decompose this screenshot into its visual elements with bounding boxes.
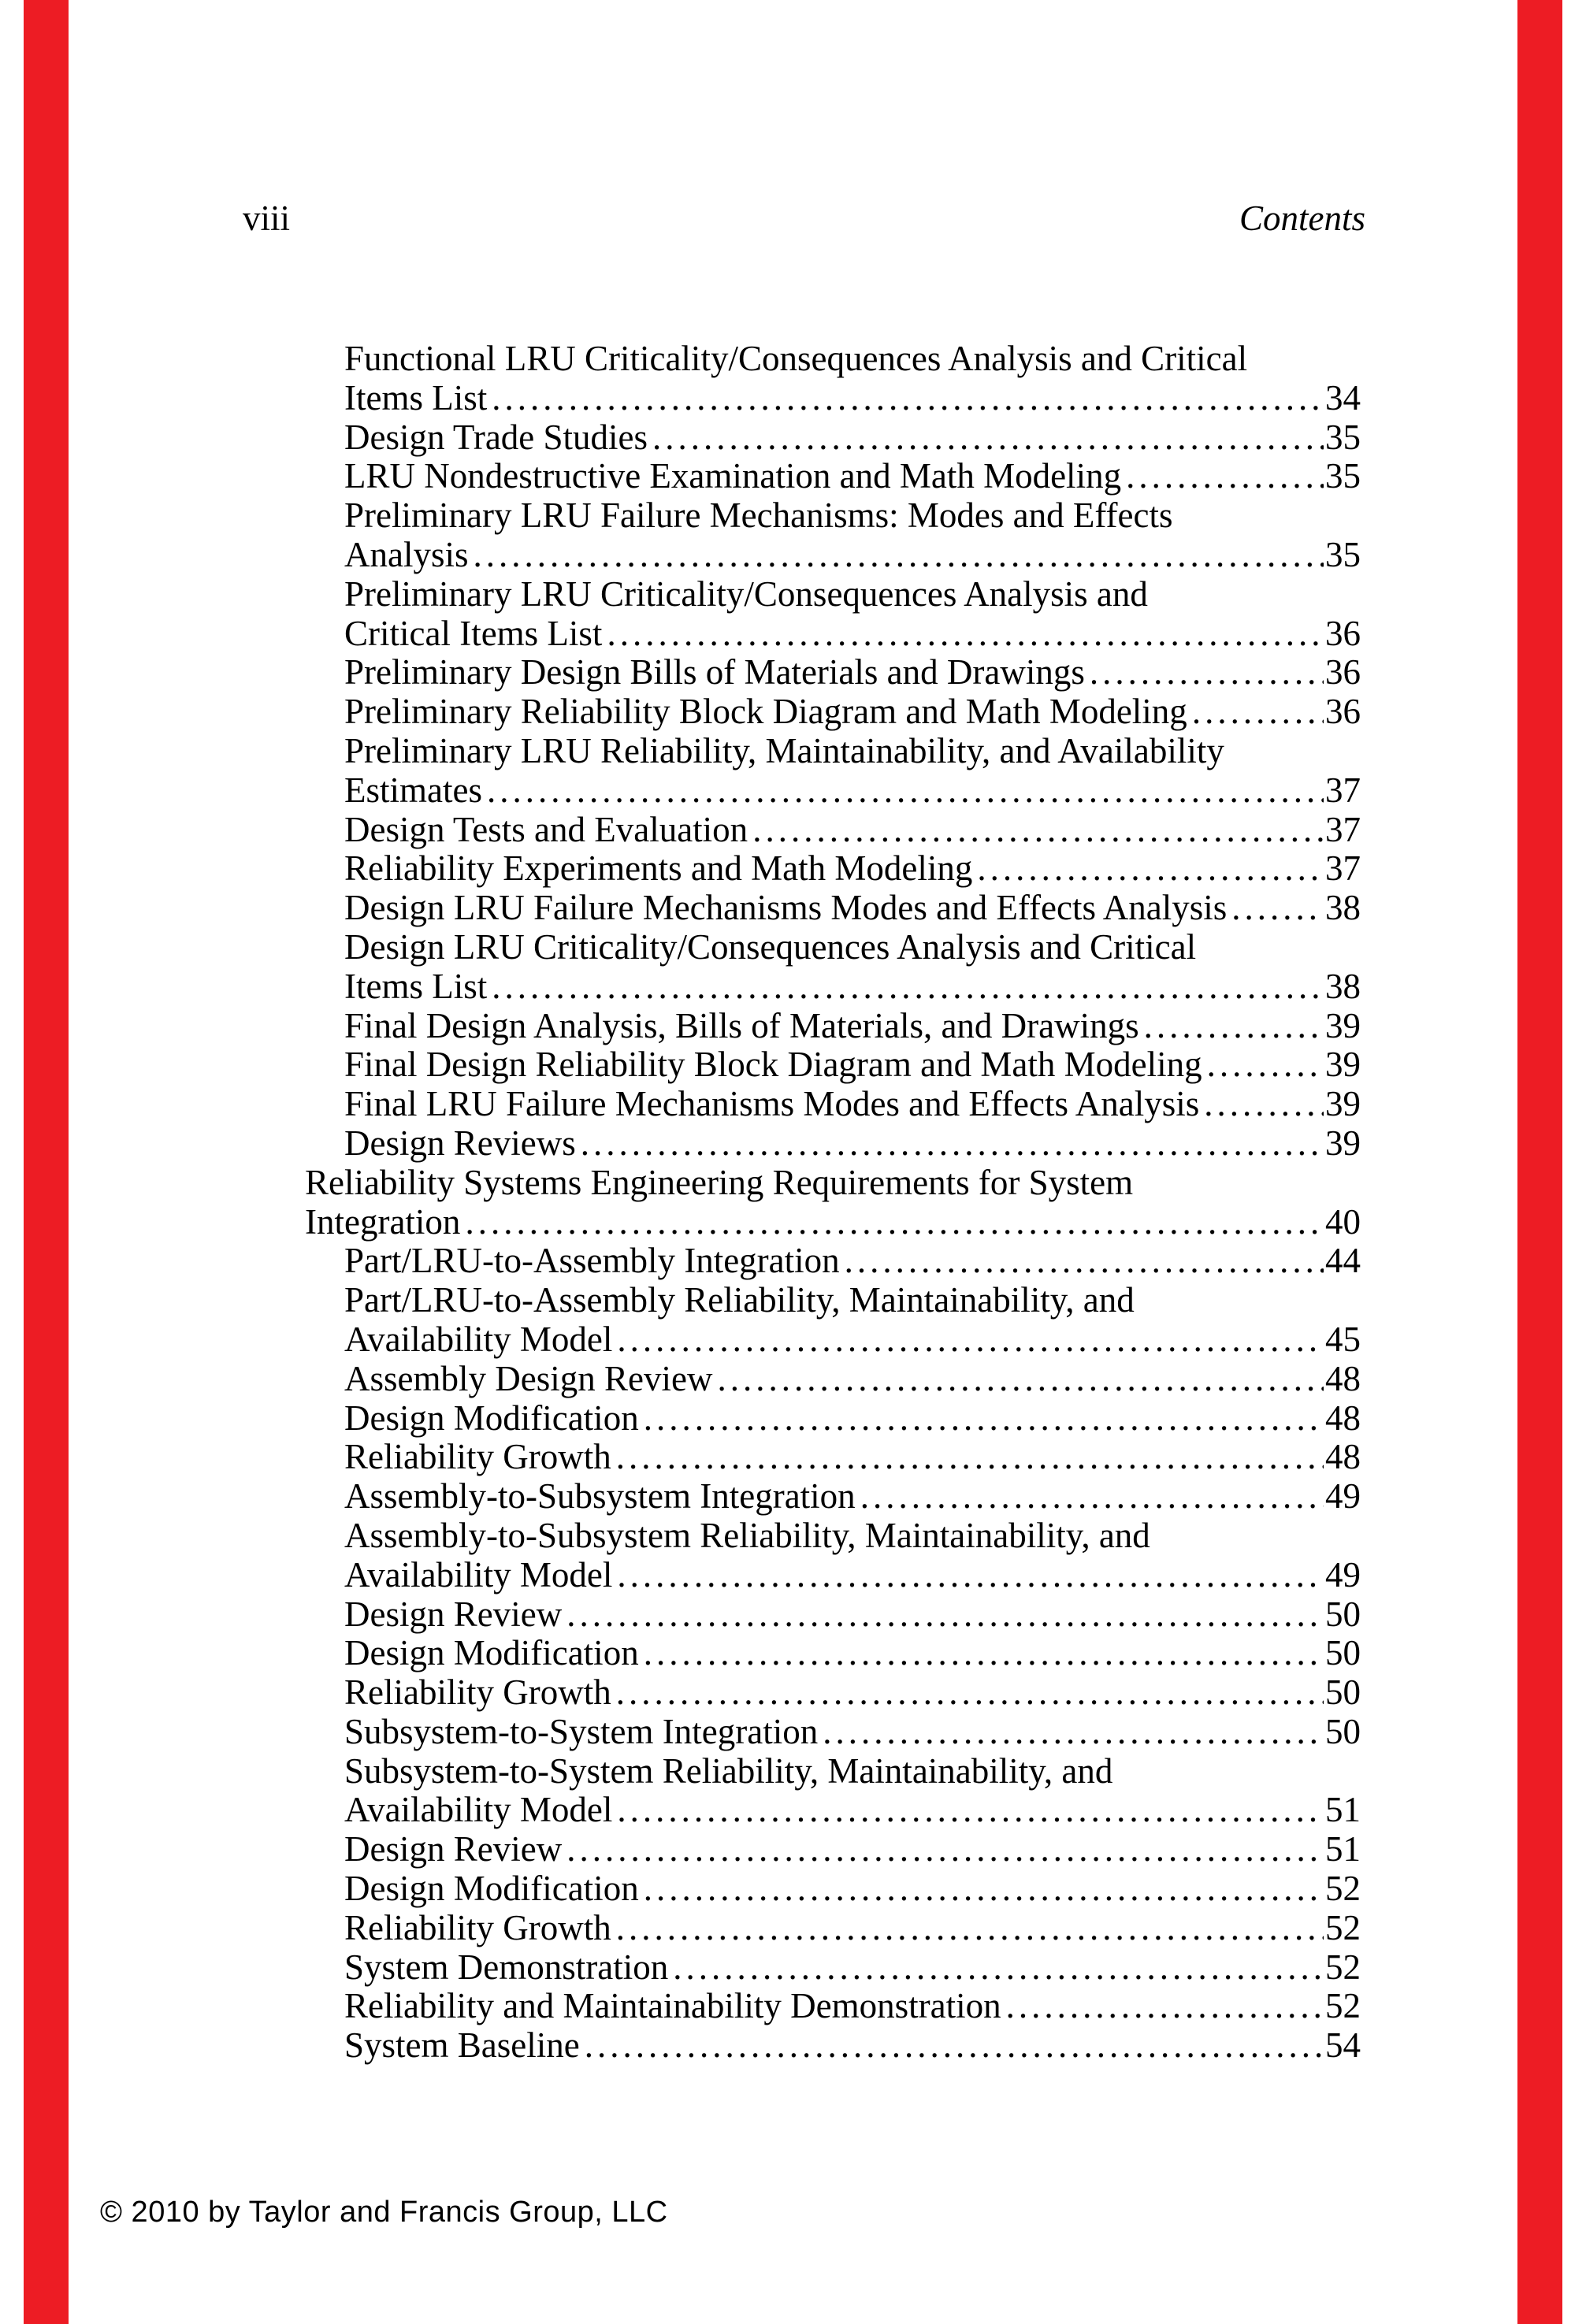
toc-dot-leader (487, 771, 1324, 811)
toc-entry-line (344, 1556, 1361, 1595)
toc-entry-line (344, 1595, 1361, 1635)
toc-entry-text: Reliability Growth (344, 1907, 611, 1947)
toc-dot-leader (474, 536, 1324, 575)
toc-entry-text: Reliability and Maintainability Demonstration (344, 1986, 1001, 2026)
toc-entry-line (344, 1830, 1361, 1869)
toc-entry-line (344, 732, 1361, 771)
toc-page-number: 35 (1325, 417, 1361, 457)
toc-dot-leader (585, 2026, 1324, 2066)
toc-page-number: 36 (1325, 652, 1361, 692)
toc-entry-text: Subsystem-to-System Integration (344, 1711, 819, 1751)
toc-entry-text: Assembly-to-Subsystem Integration (344, 1476, 856, 1517)
toc-entry-line (344, 1752, 1361, 1791)
toc-entry-text: Preliminary Design Bills of Materials and Drawings (344, 652, 1085, 692)
toc-entry-line (344, 2026, 1361, 2066)
toc-entry-line (344, 457, 1361, 496)
toc-dot-leader (673, 1948, 1324, 1988)
toc-entry-line (305, 1164, 1361, 1203)
right-red-margin-bar (1517, 0, 1562, 2324)
toc-page-number: 48 (1325, 1398, 1361, 1438)
toc-entry-line (344, 1713, 1361, 1752)
toc-dot-leader (1192, 692, 1324, 732)
toc-entry-text: Reliability Systems Engineering Requirements for System (305, 1162, 1134, 1202)
toc-entry-text: Design LRU Criticality/Consequences Analysis and Critical (344, 926, 1197, 967)
toc-entry-text: Functional LRU Criticality/Consequences Analysis and Critical (344, 339, 1248, 378)
toc-dot-leader (617, 1320, 1324, 1360)
toc-entry-line (344, 496, 1361, 536)
toc-entry-text: Subsystem-to-System Reliability, Maintainability, and (344, 1750, 1113, 1791)
copyright-footer: © 2010 by Taylor and Francis Group, LLC (100, 2196, 668, 2229)
toc-entry-text: Part/LRU-to-Assembly Reliability, Maintainability, and (344, 1280, 1135, 1320)
toc-dot-leader (492, 379, 1324, 418)
toc-entry-line (344, 1320, 1361, 1360)
toc-entry-line (344, 1085, 1361, 1124)
toc-entry-text: Critical Items List (344, 613, 603, 653)
toc-page-number: 37 (1325, 848, 1361, 889)
toc-entry-text: Reliability Growth (344, 1672, 611, 1713)
toc-entry-line (344, 1438, 1361, 1477)
toc-page-number: 39 (1325, 1123, 1361, 1163)
toc-dot-leader (644, 1399, 1324, 1439)
toc-page-number: 52 (1325, 1986, 1361, 2026)
toc-page-number: 54 (1325, 2025, 1361, 2066)
toc-entry-text: Assembly Design Review (344, 1358, 713, 1398)
toc-dot-leader (1126, 457, 1324, 496)
toc-page-number: 39 (1325, 1045, 1361, 1085)
toc-entry-line (344, 1791, 1361, 1830)
toc-dot-leader (492, 967, 1324, 1007)
toc-entry-line (344, 1242, 1361, 1281)
toc-entry-line (344, 1909, 1361, 1948)
toc-page-number: 37 (1325, 809, 1361, 849)
toc-entry-line (344, 575, 1361, 614)
toc-page-number: 39 (1325, 1005, 1361, 1045)
toc-entry-line (344, 889, 1361, 928)
toc-page-number: 50 (1325, 1594, 1361, 1634)
toc-page-number: 35 (1325, 456, 1361, 496)
toc-entry-text: Assembly-to-Subsystem Reliability, Maintainability, and (344, 1515, 1150, 1555)
toc-entry-text: Design Reviews (344, 1123, 576, 1163)
toc-entry-line (344, 1360, 1361, 1399)
toc-entry-text: Availability Model (344, 1554, 613, 1595)
toc-page-number: 51 (1325, 1829, 1361, 1869)
toc-dot-leader (1204, 1085, 1324, 1124)
toc-page-number: 35 (1325, 534, 1361, 574)
toc-entry-text: Final Design Analysis, Bills of Materials, and Drawings (344, 1005, 1139, 1045)
toc-entry-text: LRU Nondestructive Examination and Math Modeling (344, 456, 1122, 496)
toc-dot-leader (823, 1713, 1324, 1752)
toc-entry-line (344, 418, 1361, 458)
toc-dot-leader (1207, 1045, 1324, 1085)
toc-entry-text: System Baseline (344, 2025, 580, 2066)
toc-entry-text: Reliability Growth (344, 1437, 611, 1477)
toc-dot-leader (1090, 653, 1324, 692)
toc-entry-line (344, 340, 1361, 379)
running-header-title: Contents (1239, 199, 1365, 238)
toc-entry-text: Part/LRU-to-Assembly Integration (344, 1241, 840, 1281)
toc-dot-leader (1231, 889, 1324, 928)
toc-entry-text: Integration (305, 1201, 461, 1242)
toc-page-number: 36 (1325, 692, 1361, 732)
toc-entry-text: Preliminary LRU Failure Mechanisms: Modes and Effects (344, 496, 1173, 536)
toc-dot-leader (717, 1360, 1324, 1399)
toc-page-number: 48 (1325, 1437, 1361, 1477)
toc-page-number: 50 (1325, 1633, 1361, 1673)
toc-page-number: 39 (1325, 1084, 1361, 1124)
toc-dot-leader (617, 1791, 1324, 1830)
toc-entry-text: Design Modification (344, 1398, 639, 1438)
toc-entry-line (344, 379, 1361, 418)
toc-page-number: 52 (1325, 1907, 1361, 1947)
toc-entry-text: Preliminary Reliability Block Diagram and Math Modeling (344, 692, 1187, 732)
toc-entry-line (344, 928, 1361, 967)
toc-entry-text: Design Tests and Evaluation (344, 809, 748, 849)
toc-dot-leader (581, 1124, 1324, 1164)
toc-page-number: 48 (1325, 1358, 1361, 1398)
toc-page-number: 44 (1325, 1241, 1361, 1281)
toc-entry-line (344, 1477, 1361, 1517)
toc-entry-text: Preliminary LRU Reliability, Maintainability, and Availability (344, 730, 1224, 770)
toc-entry-line (344, 849, 1361, 889)
toc-page-number: 52 (1325, 1869, 1361, 1909)
toc-entry-text: Design Modification (344, 1633, 639, 1673)
toc-entry-line (344, 614, 1361, 654)
toc-entry-line (344, 1281, 1361, 1320)
toc-entry-line (305, 1203, 1361, 1242)
toc-entry-line (344, 1007, 1361, 1046)
toc-dot-leader (607, 614, 1324, 654)
toc-entry-line (344, 1673, 1361, 1713)
toc-page-number: 51 (1325, 1790, 1361, 1830)
toc-dot-leader (616, 1673, 1324, 1713)
toc-page-number: 36 (1325, 613, 1361, 653)
toc-dot-leader (1006, 1987, 1324, 2026)
toc-entry-text: Design Review (344, 1594, 563, 1634)
toc-page-number: 37 (1325, 770, 1361, 810)
toc-entry-line (344, 967, 1361, 1007)
toc-dot-leader (845, 1242, 1324, 1281)
toc-dot-leader (616, 1909, 1324, 1948)
toc-entry-text: Design Modification (344, 1869, 639, 1909)
toc-dot-leader (860, 1477, 1324, 1517)
toc-entry-line (344, 692, 1361, 732)
toc-page-number: 50 (1325, 1711, 1361, 1751)
toc-entry-line (344, 536, 1361, 575)
toc-entry-line (344, 811, 1361, 850)
toc-dot-leader (616, 1438, 1324, 1477)
toc-page-number: 38 (1325, 966, 1361, 1006)
toc-dot-leader (644, 1869, 1324, 1909)
toc-dot-leader (465, 1203, 1324, 1242)
toc-page-number: 40 (1325, 1201, 1361, 1242)
toc-entry-text: Design Review (344, 1829, 563, 1869)
toc-entry-text: Items List (344, 377, 488, 418)
toc-dot-leader (1144, 1007, 1324, 1046)
toc-page-number: 38 (1325, 888, 1361, 928)
toc-entry-line (344, 1948, 1361, 1988)
toc-dot-leader (752, 811, 1324, 850)
toc-entry-text: Design LRU Failure Mechanisms Modes and Effects Analysis (344, 888, 1228, 928)
toc-page-number: 49 (1325, 1476, 1361, 1517)
toc-entry-line (344, 771, 1361, 811)
toc-entry-text: System Demonstration (344, 1947, 669, 1987)
toc-dot-leader (566, 1595, 1324, 1635)
toc-page-number: 52 (1325, 1947, 1361, 1987)
toc-entry-line (344, 1987, 1361, 2026)
toc-entry-line (344, 1634, 1361, 1673)
toc-list (0, 340, 1361, 2066)
toc-entry-line (344, 1124, 1361, 1164)
toc-entry-line (344, 653, 1361, 692)
toc-entry-text: Estimates (344, 770, 482, 810)
toc-entry-text: Final Design Reliability Block Diagram and Math Modeling (344, 1045, 1202, 1085)
toc-entry-text: Preliminary LRU Criticality/Consequences Analysis and (344, 574, 1148, 614)
toc-entry-line (344, 1517, 1361, 1556)
toc-dot-leader (566, 1830, 1324, 1869)
toc-dot-leader (977, 849, 1324, 889)
toc-entry-text: Reliability Experiments and Math Modeling (344, 848, 973, 889)
toc-dot-leader (644, 1634, 1324, 1673)
toc-entry-text: Items List (344, 966, 488, 1006)
toc-entry-text: Availability Model (344, 1790, 613, 1830)
running-header (243, 199, 1365, 239)
toc-dot-leader (617, 1556, 1324, 1595)
toc-page-number: 50 (1325, 1672, 1361, 1713)
page-number: viii (243, 199, 291, 238)
toc-entry-line (344, 1869, 1361, 1909)
toc-entry-line (344, 1399, 1361, 1439)
toc-page-number: 45 (1325, 1319, 1361, 1359)
toc-entry-text: Analysis (344, 534, 469, 574)
toc-page-number: 49 (1325, 1554, 1361, 1595)
toc-entry-line (344, 1045, 1361, 1085)
toc-entry-text: Availability Model (344, 1319, 613, 1359)
toc-entry-text: Final LRU Failure Mechanisms Modes and Effects Analysis (344, 1084, 1200, 1124)
toc-page-number: 34 (1325, 377, 1361, 418)
toc-dot-leader (652, 418, 1324, 458)
toc-entry-text: Design Trade Studies (344, 417, 648, 457)
